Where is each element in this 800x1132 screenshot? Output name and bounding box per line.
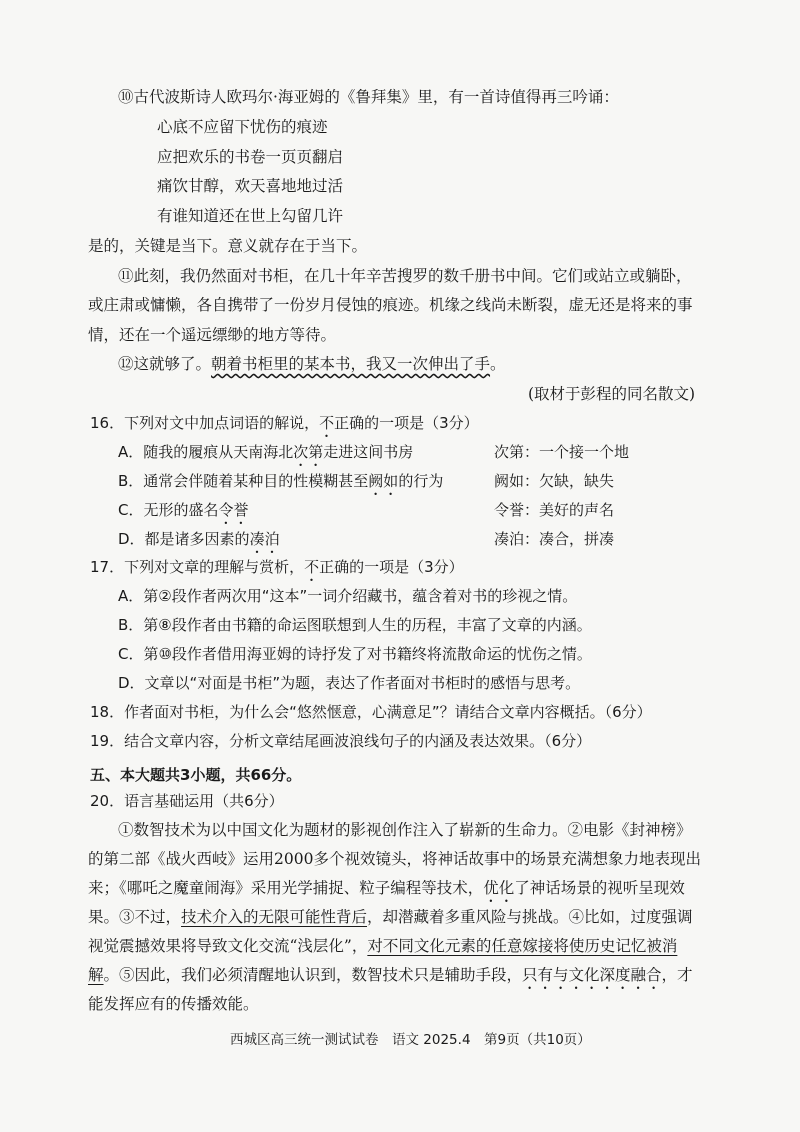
- q20-line-4: [88, 906, 693, 928]
- q20-line-5: [88, 935, 677, 957]
- q20-l5-a: 视觉震撼效果将导致文化交流“浅层化”，: [88, 937, 368, 955]
- q16-c-dotted-word: 令誉: [218, 501, 249, 519]
- source-note: (取材于彭程的同名散文): [528, 385, 696, 403]
- q20-l6-dotted: 只有与文化深度融合: [522, 966, 662, 984]
- q17-stem-a: 17．下列对文章的理解与赏析，: [90, 558, 305, 576]
- q17-option-a: A．第②段作者两次用“这本”一词介绍藏书，蕴含着对书的珍视之情。: [118, 587, 578, 605]
- q16-b-post: 的行为: [398, 472, 444, 490]
- q20-l4-b: ，却潜藏着多重风险与挑战。④比如，过度强调: [367, 908, 693, 926]
- q20-line-2: 的第二部《战火西岐》运用2000多个视效镜头，将神话故事中的场景充满想象力地表现出: [88, 850, 701, 868]
- q16-d-pre: D．都是诸多因素的: [118, 530, 250, 548]
- q17-stem-b: 正确的一项是（3分）: [319, 558, 464, 576]
- paragraph-11-line-1: ⑪此刻，我仍然面对书柜，在几十年辛苦搜罗的数千册书中间。它们或站立或躺卧，: [118, 267, 692, 285]
- q17-option-d: D．文章以“对面是书柜”为题，表达了作者面对书柜时的感悟与思考。: [118, 674, 581, 692]
- q20-l4-underlined: 技术介入的无限可能性背后: [181, 908, 368, 926]
- q16-a-post: 走进这间书房: [323, 443, 414, 461]
- q16-b-pre: B．通常会伴随着某种目的性模糊甚至: [118, 472, 369, 490]
- q17-option-c: C．第⑩段作者借用海亚姆的诗抒发了对书籍终将流散命运的忧伤之情。: [118, 645, 592, 663]
- q20-l3-dotted: 优化: [483, 879, 515, 897]
- question-19: 19．结合文章内容，分析文章结尾画波浪线句子的内涵及表达效果。（6分）: [90, 732, 592, 750]
- poem-line-1: 心底不应留下忧伤的痕迹: [157, 118, 328, 136]
- q17-option-b: B．第⑧段作者由书籍的命运图联想到人生的历程，丰富了文章的内涵。: [118, 616, 592, 634]
- poem-line-4: 有谁知道还在世上勾留几许: [157, 207, 344, 225]
- q16-stem-dot: 不: [319, 414, 335, 432]
- question-18: 18．作者面对书柜，为什么会“悠然惬意，心满意足”？请结合文章内容概括。（6分）: [90, 703, 652, 721]
- poem-line-3: 痛饮甘醇，欢天喜地地过活: [157, 177, 344, 195]
- paragraph-11-line-3: 情，还在一个遥远缥缈的地方等待。: [88, 326, 337, 344]
- paragraph-10-intro: ⑩古代波斯诗人欧玛尔·海亚姆的《鲁拜集》里，有一首诗值得再三吟诵：: [118, 88, 619, 106]
- q16-a-pre: A．随我的履痕从天南海北: [118, 443, 294, 461]
- q20-line-3: [88, 877, 685, 906]
- q16-option-c: [118, 499, 249, 528]
- paragraph-12-suffix: 。: [490, 355, 506, 373]
- q20-l3-c: 了神话场景的视听呈现效: [514, 879, 685, 897]
- page-footer: 西城区高三统一测试试卷 语文 2025.4 第9页（共10页）: [230, 1032, 591, 1048]
- q20-line-7: 能发挥应有的传播效能。: [88, 995, 259, 1013]
- question-16-stem: [90, 412, 479, 441]
- paragraph-11-line-2: 或庄肃或慵懒，各自携带了一份岁月侵蚀的痕迹。机缘之线尚未断裂，虚无还是将来的事: [88, 296, 693, 314]
- question-20-title: 20．语言基础运用（共6分）: [90, 792, 284, 810]
- paragraph-12: [118, 353, 506, 375]
- q17-stem-dot: 不: [304, 558, 320, 576]
- question-17-stem: [90, 556, 464, 585]
- q20-l5-underlined: 对不同文化元素的任意嫁接将使历史记忆被消: [367, 937, 678, 955]
- section-5-title: 五、本大题共3小题，共66分。: [90, 766, 302, 784]
- q16-a-gloss: 次第：一个接一个地: [494, 443, 630, 461]
- q16-option-a: [118, 441, 413, 470]
- q20-l6-underlined: 解: [88, 966, 104, 984]
- q20-line-1: ①数智技术为以中国文化为题材的影视创作注入了崭新的生命力。②电影《封神榜》: [118, 821, 692, 839]
- q16-c-pre: C．无形的盛名: [118, 501, 219, 519]
- q16-a-dotted-word: 次第: [293, 443, 324, 461]
- paragraph-12-prefix: ⑫这就够了。: [118, 355, 212, 373]
- q16-d-dotted-word: 凑泊: [249, 530, 280, 548]
- q16-b-dotted-word: 阙如: [368, 472, 399, 490]
- q16-b-gloss: 阙如：欠缺，缺失: [494, 472, 615, 490]
- q20-l6-c: ，才: [661, 966, 693, 984]
- q20-l6-a: 。⑤因此，我们必须清醒地认识到，数智技术只是辅助手段，: [103, 966, 523, 984]
- q16-stem-b: 正确的一项是（3分）: [334, 414, 479, 432]
- poem-line-2: 应把欢乐的书卷一页页翻启: [157, 148, 344, 166]
- paragraph-12-wavy-sentence: 朝着书柜里的某本书，我又一次伸出了手: [211, 355, 491, 373]
- q16-c-gloss: 令誉：美好的声名: [494, 501, 615, 519]
- q16-d-gloss: 凑泊：凑合，拼凑: [494, 530, 615, 548]
- paragraph-10-end: 是的，关键是当下。意义就存在于当下。: [88, 237, 368, 255]
- q16-option-d: [118, 528, 280, 557]
- q20-l4-a: 果。③不过，: [88, 908, 182, 926]
- q20-l3-a: 来；《哪吒之魔童闹海》采用光学捕捉、粒子编程等技术，: [88, 879, 484, 897]
- q16-option-b: [118, 470, 443, 499]
- q16-stem-a: 16．下列对文中加点词语的解说，: [90, 414, 320, 432]
- q20-line-6: [88, 964, 693, 993]
